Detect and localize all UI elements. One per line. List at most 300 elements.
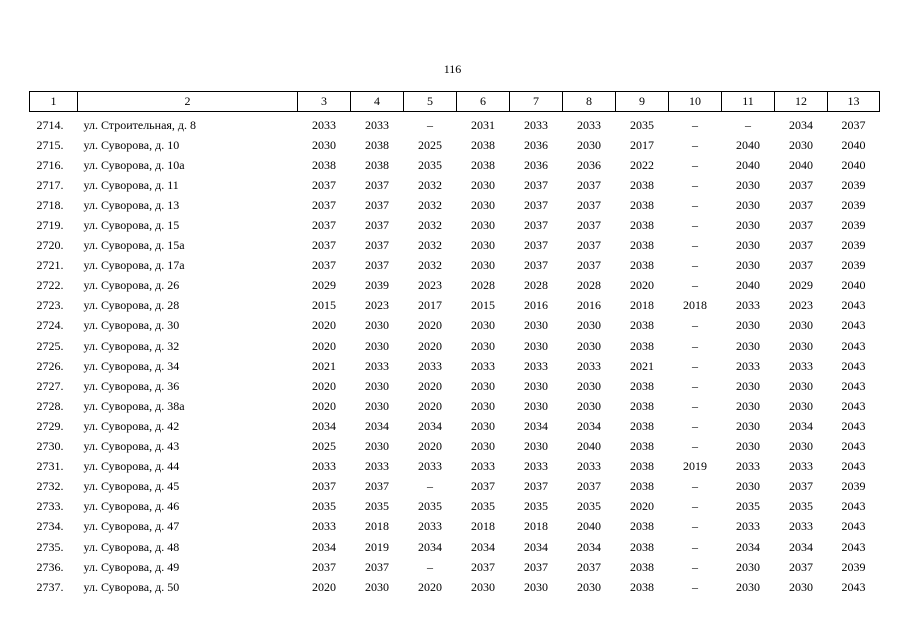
address-cell: ул. Суворова, д. 15: [83, 218, 180, 233]
year-cell: 2030: [365, 398, 389, 413]
address-cell: ул. Суворова, д. 45: [83, 479, 180, 494]
year-cell: –: [692, 539, 698, 554]
column-header: 2: [78, 92, 298, 112]
year-cell: 2030: [471, 439, 495, 454]
year-cell: 2015: [471, 298, 495, 313]
year-cell: 2032: [418, 218, 442, 233]
year-cell: 2022: [630, 157, 654, 172]
year-cell: 2034: [524, 418, 548, 433]
year-cell: 2035: [312, 499, 336, 514]
year-cell: 2033: [736, 519, 760, 534]
year-cell: 2043: [841, 519, 866, 534]
year-cell: 2037: [577, 177, 601, 192]
year-cell: 2020: [312, 338, 336, 353]
year-cell: 2035: [365, 499, 389, 514]
year-cell: 2037: [365, 177, 389, 192]
year-cell: 2030: [471, 258, 495, 273]
year-cell: 2030: [789, 378, 813, 393]
year-cell: 2037: [577, 218, 601, 233]
address-cell: ул. Суворова, д. 32: [83, 338, 180, 353]
year-cell: 2028: [524, 278, 548, 293]
address-cell: ул. Суворова, д. 48: [83, 539, 180, 554]
year-cell: 2033: [577, 459, 601, 474]
column-header: 12: [775, 92, 828, 112]
row-number-cell: 2735.: [36, 539, 64, 554]
year-cell: 2037: [312, 177, 336, 192]
year-cell: 2043: [841, 398, 866, 413]
year-cell: 2030: [789, 318, 813, 333]
year-cell: 2018: [630, 298, 654, 313]
year-cell: 2030: [736, 218, 760, 233]
table-row: [30, 557, 880, 577]
year-cell: 2030: [789, 439, 813, 454]
year-cell: 2038: [365, 157, 389, 172]
row-number-cell: 2733.: [36, 499, 64, 514]
year-cell: 2034: [789, 117, 813, 132]
year-cell: 2033: [365, 117, 389, 132]
year-cell: 2033: [418, 459, 442, 474]
year-cell: 2033: [789, 358, 813, 373]
year-cell: 2040: [789, 157, 813, 172]
table-row: [30, 175, 880, 195]
year-cell: 2030: [524, 378, 548, 393]
column-header: 6: [457, 92, 510, 112]
year-cell: 2030: [365, 318, 389, 333]
table-row: [30, 316, 880, 336]
year-cell: 2038: [630, 459, 654, 474]
row-number-cell: 2725.: [36, 338, 64, 353]
year-cell: 2037: [312, 479, 336, 494]
year-cell: 2037: [524, 238, 548, 253]
year-cell: 2020: [312, 398, 336, 413]
year-cell: 2030: [471, 197, 495, 212]
row-number-cell: 2717.: [36, 177, 64, 192]
year-cell: 2030: [471, 579, 495, 594]
year-cell: 2030: [736, 318, 760, 333]
year-cell: 2016: [577, 298, 601, 313]
year-cell: 2038: [365, 137, 389, 152]
year-cell: 2035: [471, 499, 495, 514]
year-cell: 2039: [841, 218, 866, 233]
address-cell: ул. Суворова, д. 34: [83, 358, 180, 373]
year-cell: 2033: [418, 519, 442, 534]
year-cell: 2030: [524, 318, 548, 333]
year-cell: 2038: [630, 539, 654, 554]
year-cell: 2028: [577, 278, 601, 293]
year-cell: 2037: [789, 177, 813, 192]
year-cell: 2036: [577, 157, 601, 172]
year-cell: 2037: [789, 218, 813, 233]
year-cell: 2030: [736, 177, 760, 192]
address-cell: ул. Суворова, д. 11: [83, 177, 179, 192]
year-cell: 2033: [736, 358, 760, 373]
column-header: 9: [616, 92, 669, 112]
column-header: 5: [404, 92, 457, 112]
table-row: [30, 256, 880, 276]
year-cell: 2033: [577, 117, 601, 132]
table-row: [30, 416, 880, 436]
address-cell: ул. Суворова, д. 15а: [83, 238, 185, 253]
year-cell: 2021: [312, 358, 336, 373]
year-cell: 2033: [736, 459, 760, 474]
column-header: 11: [722, 92, 775, 112]
row-number-cell: 2736.: [36, 559, 64, 574]
year-cell: 2020: [312, 378, 336, 393]
address-cell: ул. Суворова, д. 44: [83, 459, 180, 474]
year-cell: 2038: [630, 258, 654, 273]
page-number: 116: [443, 62, 462, 76]
row-number-cell: 2730.: [36, 439, 64, 454]
year-cell: 2037: [577, 258, 601, 273]
year-cell: 2033: [312, 459, 336, 474]
column-header: 10: [669, 92, 722, 112]
year-cell: 2034: [312, 418, 336, 433]
year-cell: 2043: [841, 318, 866, 333]
year-cell: 2030: [471, 238, 495, 253]
year-cell: 2020: [312, 318, 336, 333]
year-cell: 2037: [312, 238, 336, 253]
year-cell: 2030: [365, 378, 389, 393]
year-cell: 2034: [418, 539, 442, 554]
address-cell: ул. Суворова, д. 36: [83, 378, 180, 393]
year-cell: –: [692, 197, 698, 212]
year-cell: 2034: [471, 539, 495, 554]
row-number-cell: 2723.: [36, 298, 64, 313]
address-cell: ул. Суворова, д. 28: [83, 298, 180, 313]
address-cell: ул. Суворова, д. 49: [83, 559, 180, 574]
year-cell: 2020: [630, 278, 654, 293]
year-cell: 2037: [577, 479, 601, 494]
table-row: [30, 195, 880, 215]
address-cell: ул. Суворова, д. 43: [83, 439, 180, 454]
table-row: [30, 296, 880, 316]
table-row: [30, 396, 880, 416]
column-header: 8: [563, 92, 616, 112]
year-cell: 2028: [471, 278, 495, 293]
year-cell: 2037: [524, 258, 548, 273]
table-row: [30, 477, 880, 497]
year-cell: 2037: [789, 238, 813, 253]
column-header: 7: [510, 92, 563, 112]
year-cell: 2039: [841, 177, 866, 192]
year-cell: 2037: [471, 559, 495, 574]
address-cell: ул. Суворова, д. 17а: [83, 258, 185, 273]
year-cell: 2033: [524, 459, 548, 474]
year-cell: 2040: [841, 278, 866, 293]
year-cell: 2030: [736, 579, 760, 594]
year-cell: 2030: [736, 197, 760, 212]
year-cell: 2029: [312, 278, 336, 293]
row-number-cell: 2732.: [36, 479, 64, 494]
year-cell: 2030: [365, 439, 389, 454]
year-cell: 2043: [841, 439, 866, 454]
row-number-cell: 2716.: [36, 157, 64, 172]
row-number-cell: 2729.: [36, 418, 64, 433]
year-cell: 2036: [524, 137, 548, 152]
year-cell: 2038: [471, 157, 495, 172]
year-cell: 2034: [312, 539, 336, 554]
year-cell: 2038: [630, 398, 654, 413]
year-cell: 2030: [736, 338, 760, 353]
table-row: [30, 112, 880, 136]
year-cell: 2038: [630, 338, 654, 353]
year-cell: 2038: [630, 439, 654, 454]
year-cell: 2032: [418, 177, 442, 192]
year-cell: 2040: [736, 278, 760, 293]
year-cell: 2039: [365, 278, 389, 293]
year-cell: 2038: [630, 559, 654, 574]
year-cell: 2033: [471, 358, 495, 373]
year-cell: –: [692, 318, 698, 333]
year-cell: –: [692, 137, 698, 152]
year-cell: 2033: [418, 358, 442, 373]
year-cell: 2032: [418, 258, 442, 273]
year-cell: 2020: [418, 338, 442, 353]
year-cell: –: [745, 117, 751, 132]
year-cell: 2018: [524, 519, 548, 534]
year-cell: 2033: [312, 519, 336, 534]
year-cell: 2030: [471, 378, 495, 393]
year-cell: 2040: [577, 439, 601, 454]
column-header: 13: [828, 92, 880, 112]
year-cell: 2040: [841, 137, 866, 152]
year-cell: 2030: [736, 398, 760, 413]
row-number-cell: 2715.: [36, 137, 64, 152]
year-cell: 2034: [524, 539, 548, 554]
year-cell: –: [692, 338, 698, 353]
year-cell: 2030: [524, 579, 548, 594]
year-cell: –: [692, 177, 698, 192]
address-cell: ул. Суворова, д. 47: [83, 519, 180, 534]
address-cell: ул. Суворова, д. 30: [83, 318, 180, 333]
year-cell: 2030: [736, 479, 760, 494]
year-cell: –: [692, 117, 698, 132]
row-number-cell: 2719.: [36, 218, 64, 233]
year-cell: –: [692, 238, 698, 253]
year-cell: 2037: [365, 479, 389, 494]
year-cell: 2030: [736, 439, 760, 454]
row-number-cell: 2721.: [36, 258, 64, 273]
year-cell: 2037: [365, 197, 389, 212]
table-row: [30, 236, 880, 256]
year-cell: 2040: [736, 157, 760, 172]
year-cell: 2030: [471, 318, 495, 333]
year-cell: 2037: [577, 238, 601, 253]
year-cell: –: [427, 479, 433, 494]
year-cell: 2035: [630, 117, 654, 132]
year-cell: 2023: [365, 298, 389, 313]
year-cell: 2020: [418, 439, 442, 454]
year-cell: –: [692, 218, 698, 233]
year-cell: 2038: [630, 378, 654, 393]
year-cell: 2038: [630, 197, 654, 212]
address-cell: ул. Суворова, д. 50: [83, 579, 180, 594]
year-cell: 2020: [418, 579, 442, 594]
year-cell: 2037: [524, 218, 548, 233]
year-cell: 2033: [577, 358, 601, 373]
year-cell: 2019: [683, 459, 707, 474]
year-cell: –: [692, 258, 698, 273]
year-cell: 2038: [630, 418, 654, 433]
year-cell: –: [692, 358, 698, 373]
year-cell: 2031: [471, 117, 495, 132]
year-cell: 2030: [577, 378, 601, 393]
row-number-cell: 2726.: [36, 358, 64, 373]
year-cell: 2025: [418, 137, 442, 152]
year-cell: 2030: [789, 137, 813, 152]
year-cell: 2025: [312, 439, 336, 454]
table-body: [30, 112, 880, 598]
year-cell: 2032: [418, 238, 442, 253]
year-cell: 2035: [524, 499, 548, 514]
year-cell: 2033: [365, 358, 389, 373]
year-cell: –: [692, 579, 698, 594]
year-cell: 2037: [312, 197, 336, 212]
year-cell: 2033: [365, 459, 389, 474]
year-cell: 2039: [841, 479, 866, 494]
row-number-cell: 2724.: [36, 318, 64, 333]
year-cell: 2030: [577, 398, 601, 413]
address-cell: ул. Суворова, д. 13: [83, 197, 180, 212]
year-cell: 2030: [524, 439, 548, 454]
year-cell: 2034: [418, 418, 442, 433]
year-cell: 2037: [524, 479, 548, 494]
row-number-cell: 2731.: [36, 459, 64, 474]
header-row: [30, 92, 880, 112]
year-cell: 2030: [736, 378, 760, 393]
year-cell: 2021: [630, 358, 654, 373]
row-number-cell: 2734.: [36, 519, 64, 534]
year-cell: 2030: [789, 338, 813, 353]
year-cell: 2043: [841, 338, 866, 353]
address-cell: ул. Суворова, д. 38а: [83, 398, 185, 413]
year-cell: 2016: [524, 298, 548, 313]
year-cell: 2030: [577, 137, 601, 152]
year-cell: 2030: [365, 579, 389, 594]
year-cell: 2038: [312, 157, 336, 172]
year-cell: 2037: [471, 479, 495, 494]
year-cell: 2043: [841, 378, 866, 393]
year-cell: 2037: [312, 258, 336, 273]
year-cell: 2043: [841, 358, 866, 373]
year-cell: 2023: [418, 278, 442, 293]
year-cell: 2017: [630, 137, 654, 152]
year-cell: 2033: [471, 459, 495, 474]
year-cell: 2015: [312, 298, 336, 313]
year-cell: 2034: [789, 539, 813, 554]
year-cell: –: [692, 278, 698, 293]
year-cell: 2020: [418, 378, 442, 393]
table-row: [30, 376, 880, 396]
year-cell: 2035: [789, 499, 813, 514]
table-row: [30, 215, 880, 235]
year-cell: 2037: [312, 218, 336, 233]
table-row: [30, 356, 880, 376]
year-cell: 2017: [418, 298, 442, 313]
year-cell: 2040: [577, 519, 601, 534]
year-cell: 2030: [471, 398, 495, 413]
year-cell: 2035: [736, 499, 760, 514]
year-cell: 2038: [471, 137, 495, 152]
address-cell: ул. Суворова, д. 46: [83, 499, 180, 514]
year-cell: 2037: [524, 559, 548, 574]
year-cell: 2033: [524, 117, 548, 132]
year-cell: 2030: [789, 398, 813, 413]
table-row: [30, 537, 880, 557]
year-cell: 2030: [577, 318, 601, 333]
year-cell: 2030: [471, 418, 495, 433]
table-row: [30, 336, 880, 356]
year-cell: 2018: [683, 298, 707, 313]
year-cell: 2037: [365, 258, 389, 273]
year-cell: 2040: [841, 157, 866, 172]
year-cell: 2043: [841, 539, 866, 554]
year-cell: 2019: [365, 539, 389, 554]
year-cell: 2035: [418, 157, 442, 172]
year-cell: 2030: [736, 559, 760, 574]
year-cell: –: [692, 439, 698, 454]
year-cell: 2033: [789, 519, 813, 534]
row-number-cell: 2727.: [36, 378, 64, 393]
year-cell: 2030: [736, 418, 760, 433]
year-cell: 2030: [736, 258, 760, 273]
year-cell: 2034: [365, 418, 389, 433]
year-cell: 2039: [841, 197, 866, 212]
year-cell: 2043: [841, 418, 866, 433]
year-cell: 2037: [312, 559, 336, 574]
year-cell: 2038: [630, 579, 654, 594]
row-number-cell: 2714.: [36, 117, 64, 132]
year-cell: 2020: [418, 398, 442, 413]
year-cell: 2043: [841, 298, 866, 313]
year-cell: 2030: [524, 338, 548, 353]
row-number-cell: 2720.: [36, 238, 64, 253]
year-cell: 2037: [524, 197, 548, 212]
year-cell: –: [427, 117, 433, 132]
year-cell: 2018: [471, 519, 495, 534]
year-cell: 2037: [577, 197, 601, 212]
year-cell: 2037: [365, 218, 389, 233]
year-cell: 2043: [841, 499, 866, 514]
year-cell: 2034: [736, 539, 760, 554]
table-row: [30, 135, 880, 155]
year-cell: –: [427, 559, 433, 574]
year-cell: 2043: [841, 579, 866, 594]
year-cell: 2030: [736, 238, 760, 253]
year-cell: 2035: [418, 499, 442, 514]
year-cell: –: [692, 157, 698, 172]
year-cell: 2037: [789, 479, 813, 494]
year-cell: 2038: [630, 519, 654, 534]
table-row: [30, 276, 880, 296]
year-cell: 2035: [577, 499, 601, 514]
schedule-table: [29, 91, 880, 597]
table-row: [30, 437, 880, 457]
year-cell: 2023: [789, 298, 813, 313]
year-cell: 2037: [577, 559, 601, 574]
year-cell: 2037: [365, 559, 389, 574]
year-cell: 2029: [789, 278, 813, 293]
row-number-cell: 2737.: [36, 579, 64, 594]
year-cell: 2030: [789, 579, 813, 594]
year-cell: –: [692, 418, 698, 433]
year-cell: 2038: [630, 177, 654, 192]
table-row: [30, 457, 880, 477]
year-cell: 2036: [524, 157, 548, 172]
year-cell: 2034: [577, 418, 601, 433]
year-cell: 2037: [789, 559, 813, 574]
table-row: [30, 155, 880, 175]
